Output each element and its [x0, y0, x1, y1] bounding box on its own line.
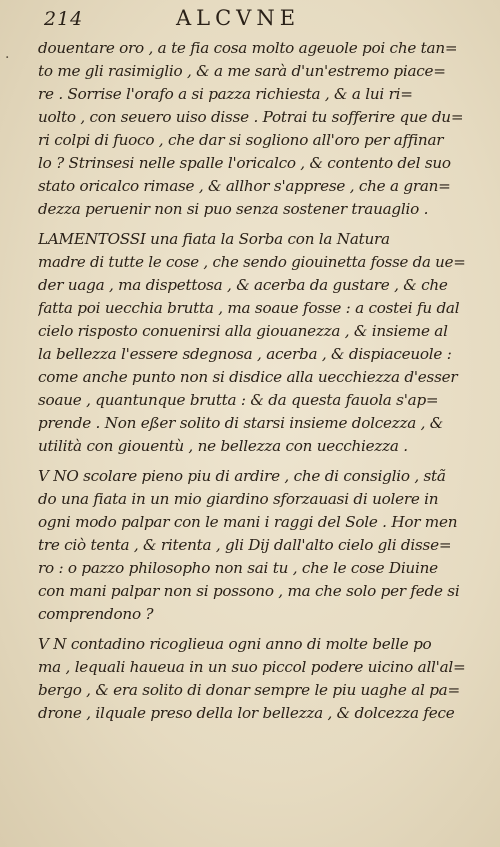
text-line: LAMENTOSSI una fiata la Sorba con la Natura: [38, 230, 390, 248]
text-line: comprendono ?: [38, 605, 154, 623]
text-line: ma , lequali haueua in un suo piccol podere uicino all'al=: [38, 658, 466, 676]
body-text: [38, 37, 468, 725]
text-line: ogni modo palpar con le mani i raggi del Sole . Hor men: [38, 513, 458, 531]
paragraph: [38, 37, 468, 221]
text-line: cielo risposto conuenirsi alla giouanezza , & insieme al: [38, 322, 448, 340]
text-line: lo ? Strinsesi nelle spalle l'oricalco , & contento del suo: [38, 154, 451, 172]
text-line: fatta poi uecchia brutta , ma soaue fosse : a costei fu dal: [38, 299, 460, 317]
text-line: ri colpi di fuoco , che dar si sogliono all'oro per affinar: [38, 131, 444, 149]
text-line: bergo , & era solito di donar sempre le piu uaghe al pa=: [38, 681, 460, 699]
text-line: to me gli rasimiglio , & a me sarà d'un'estremo piace=: [38, 62, 446, 80]
text-line: utilità con giouentù , ne bellezza con uecchiezza .: [38, 437, 408, 455]
text-line: V NO scolare pieno piu di ardire , che di consiglio , stã: [38, 467, 446, 485]
text-line: con mani palpar non si possono , ma che solo per fede si: [38, 582, 460, 600]
text-line: do una fiata in un mio giardino sforzauasi di uolere in: [38, 490, 439, 508]
text-line: soaue , quantunque brutta : & da questa fauola s'ap=: [38, 391, 439, 409]
text-line: douentare oro , a te fia cosa molto ageuole poi che tan=: [38, 39, 458, 57]
page-header: [44, 6, 464, 32]
text-line: der uaga , ma dispettosa , & acerba da gustare , & che: [38, 276, 448, 294]
text-line: V N contadino ricoglieua ogni anno di molte belle po: [38, 635, 432, 653]
text-line: uolto , con seuero uiso disse . Potrai tu sofferire que du=: [38, 108, 464, 126]
running-head: ALCVNE: [176, 6, 301, 30]
text-line: ro : o pazzo philosopho non sai tu , che le cose Diuine: [38, 559, 438, 577]
text-line: la bellezza l'essere sdegnosa , acerba , & dispiaceuole :: [38, 345, 452, 363]
text-line: come anche punto non si disdice alla uecchiezza d'esser: [38, 368, 458, 386]
paragraph: [38, 633, 468, 725]
paragraph: [38, 228, 468, 458]
page-number: 214: [44, 8, 84, 30]
text-line: re . Sorrise l'orafo a si pazza richiesta , & a lui ri=: [38, 85, 413, 103]
text-line: madre di tutte le cose , che sendo giouinetta fosse da ue=: [38, 253, 466, 271]
paragraph: [38, 465, 468, 626]
text-line: dezza peruenir non si puo senza sostener trauaglio .: [38, 200, 429, 218]
text-line: drone , ilquale preso della lor bellezza , & dolcezza fece: [38, 704, 455, 722]
text-line: tre ciò tenta , & ritenta , gli Dij dall'alto cielo gli disse=: [38, 536, 452, 554]
corner-mark: ·: [5, 50, 10, 66]
text-line: stato oricalco rimase , & allhor s'apprese , che a gran=: [38, 177, 451, 195]
text-line: prende . Non eßer solito di starsi insieme dolcezza , &: [38, 414, 444, 432]
